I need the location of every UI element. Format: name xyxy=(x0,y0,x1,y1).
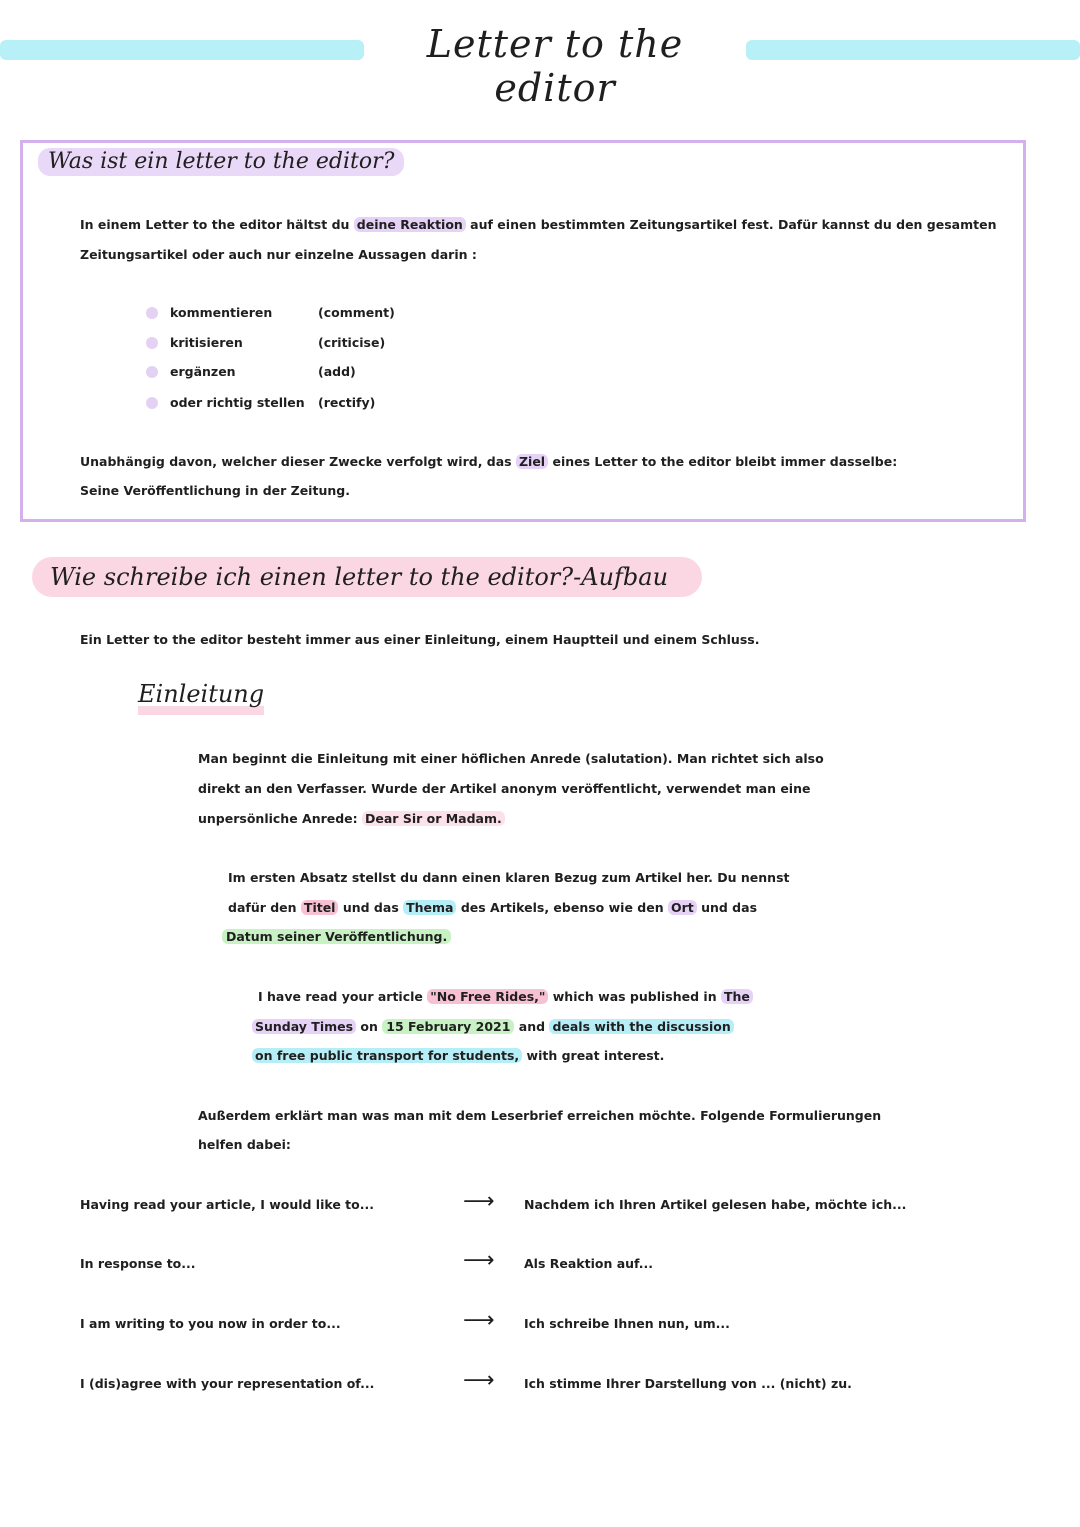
highlight-datum: Datum seiner Veröffentlichung. xyxy=(222,929,451,944)
salutation-line3: unpersönliche Anrede: Dear Sir or Madam. xyxy=(198,804,505,834)
bullet-dot xyxy=(146,397,158,409)
salutation-line2: direkt an den Verfasser. Wurde der Artikel anonym veröffentlicht, verwendet man eine xyxy=(198,781,811,796)
example-line3: on free public transport for students, with great interest. xyxy=(252,1041,664,1071)
section1-outro-line2: Seine Veröffentlichung in der Zeitung. xyxy=(80,483,350,498)
section2-intro: Ein Letter to the editor besteht immer aus einer Einleitung, einem Hauptteil und einem Schluss. xyxy=(80,632,760,647)
example-line2: Sunday Times on 15 February 2021 and deals with the discussion xyxy=(252,1012,734,1042)
highlight-thema: Thema xyxy=(403,900,456,915)
bullet-label: ergänzen xyxy=(170,364,236,379)
title-band-right xyxy=(746,40,1080,60)
section1-outro-line1: Unabhängig davon, welcher dieser Zwecke verfolgt wird, das Ziel eines Letter to the editor bleibt immer dasselbe: xyxy=(80,454,898,469)
bullet-dot xyxy=(146,307,158,319)
phrase-german: Ich schreibe Ihnen nun, um... xyxy=(524,1316,730,1331)
bullet-label: oder richtig stellen xyxy=(170,395,305,410)
highlight-ort: Ort xyxy=(668,900,697,915)
phrase-english: Having read your article, I would like to... xyxy=(80,1197,374,1212)
bullet-dot xyxy=(146,337,158,349)
phrase-german: Ich stimme Ihrer Darstellung von ... (nicht) zu. xyxy=(524,1376,852,1391)
reference-line3 xyxy=(222,922,451,952)
highlight-example-topic-cont: on free public transport for students, xyxy=(252,1048,522,1063)
highlight-dear-sir: Dear Sir or Madam. xyxy=(362,811,505,826)
highlight-reaction: deine Reaktion xyxy=(354,217,466,232)
bullet-translation: (add) xyxy=(318,364,356,379)
bullet-label: kommentieren xyxy=(170,305,273,320)
highlight-example-paper: The xyxy=(721,989,753,1004)
section1-heading: Was ist ein letter to the editor? xyxy=(38,148,404,176)
highlight-titel: Titel xyxy=(301,900,339,915)
bullet-dot xyxy=(146,366,158,378)
highlight-example-title: "No Free Rides," xyxy=(427,989,548,1004)
arrow-right-icon: ⟶ xyxy=(463,1308,495,1333)
phrase-german: Als Reaktion auf... xyxy=(524,1256,654,1271)
reference-line2: dafür den Titel und das Thema des Artikels, ebenso wie den Ort und das xyxy=(228,900,758,915)
example-line1: I have read your article "No Free Rides," which was published in The xyxy=(258,982,753,1012)
arrow-right-icon: ⟶ xyxy=(463,1189,495,1214)
highlight-example-topic: deals with the discussion xyxy=(549,1019,733,1034)
reference-line1: Im ersten Absatz stellst du dann einen klaren Bezug zum Artikel her. Du nennst xyxy=(228,870,790,885)
purpose-line1: Außerdem erklärt man was man mit dem Leserbrief erreichen möchte. Folgende Formulierungen xyxy=(198,1108,882,1123)
bullet-label: kritisieren xyxy=(170,335,243,350)
phrase-english: I am writing to you now in order to... xyxy=(80,1316,341,1331)
bullet-translation: (comment) xyxy=(318,305,395,320)
highlight-example-date: 15 February 2021 xyxy=(382,1019,514,1034)
title-band-left xyxy=(0,40,364,60)
phrase-german: Nachdem ich Ihren Artikel gelesen habe, möchte ich... xyxy=(524,1197,907,1212)
arrow-right-icon: ⟶ xyxy=(463,1368,495,1393)
section1-intro-line2: Zeitungsartikel oder auch nur einzelne Aussagen darin : xyxy=(80,247,477,262)
einleitung-heading: Einleitung xyxy=(138,682,264,715)
highlight-example-paper-name: Sunday Times xyxy=(252,1019,356,1034)
phrase-english: I (dis)agree with your representation of... xyxy=(80,1376,375,1391)
phrase-english: In response to... xyxy=(80,1256,196,1271)
bullet-translation: (criticise) xyxy=(318,335,386,350)
purpose-line2: helfen dabei: xyxy=(198,1137,291,1152)
section2-heading: Wie schreibe ich einen letter to the editor?-Aufbau xyxy=(32,557,702,597)
bullet-translation: (rectify) xyxy=(318,395,376,410)
arrow-right-icon: ⟶ xyxy=(463,1248,495,1273)
salutation-line1: Man beginnt die Einleitung mit einer höflichen Anrede (salutation). Man richtet sich also xyxy=(198,751,824,766)
highlight-goal: Ziel xyxy=(516,454,548,469)
section1-intro-line1: In einem Letter to the editor hältst du deine Reaktion auf einen bestimmten Zeitungsartikel fest. Dafür kannst du den gesamten xyxy=(80,217,997,232)
page-title: Letter to the editor xyxy=(426,22,684,110)
